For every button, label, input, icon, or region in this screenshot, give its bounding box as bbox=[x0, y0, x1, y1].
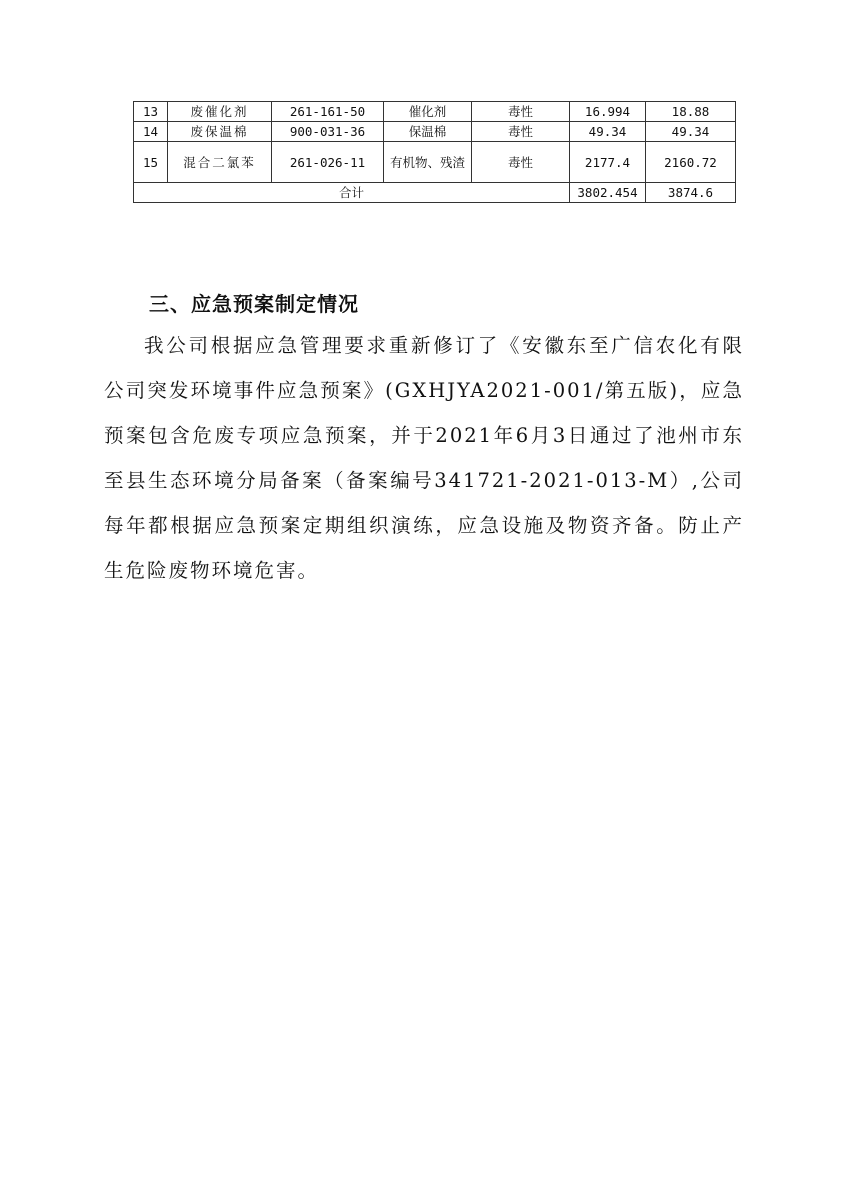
hazard-property: 毒性 bbox=[472, 102, 570, 122]
waste-code: 900-031-36 bbox=[272, 122, 384, 142]
row-number: 13 bbox=[134, 102, 168, 122]
table-row bbox=[134, 142, 736, 183]
hazard-property: 毒性 bbox=[472, 142, 570, 183]
table-row bbox=[134, 122, 736, 142]
table-row bbox=[134, 102, 736, 122]
waste-component: 有机物、残渣 bbox=[384, 142, 472, 183]
amount-1: 16.994 bbox=[570, 102, 646, 122]
amount-2: 2160.72 bbox=[646, 142, 736, 183]
waste-name: 废催化剂 bbox=[168, 102, 272, 122]
hazardous-waste-table bbox=[133, 101, 736, 203]
waste-name: 废保温棉 bbox=[168, 122, 272, 142]
amount-2: 18.88 bbox=[646, 102, 736, 122]
waste-code: 261-026-11 bbox=[272, 142, 384, 183]
amount-1: 2177.4 bbox=[570, 142, 646, 183]
row-number: 14 bbox=[134, 122, 168, 142]
waste-component: 保温棉 bbox=[384, 122, 472, 142]
section-title: 三、应急预案制定情况 bbox=[149, 292, 359, 316]
table-total-row bbox=[134, 183, 736, 203]
total-amount-1: 3802.454 bbox=[570, 183, 646, 203]
total-label: 合计 bbox=[134, 183, 570, 203]
total-amount-2: 3874.6 bbox=[646, 183, 736, 203]
section-paragraph: 我公司根据应急管理要求重新修订了《安徽东至广信农化有限公司突发环境事件应急预案》(GXHJYA2021-001/第五版)，应急预案包含危废专项应急预案，并于2021年6月3日通过了池州市东至县生态环境分局备案（备案编号341721-2021-013-M）,公司每年都根据应急预案定期组织演练，应急设施及物资齐备。防止产生危险废物环境危害。 bbox=[104, 334, 744, 582]
amount-2: 49.34 bbox=[646, 122, 736, 142]
hazard-property: 毒性 bbox=[472, 122, 570, 142]
amount-1: 49.34 bbox=[570, 122, 646, 142]
waste-name: 混合二氯苯 bbox=[168, 142, 272, 183]
waste-component: 催化剂 bbox=[384, 102, 472, 122]
waste-code: 261-161-50 bbox=[272, 102, 384, 122]
row-number: 15 bbox=[134, 142, 168, 183]
